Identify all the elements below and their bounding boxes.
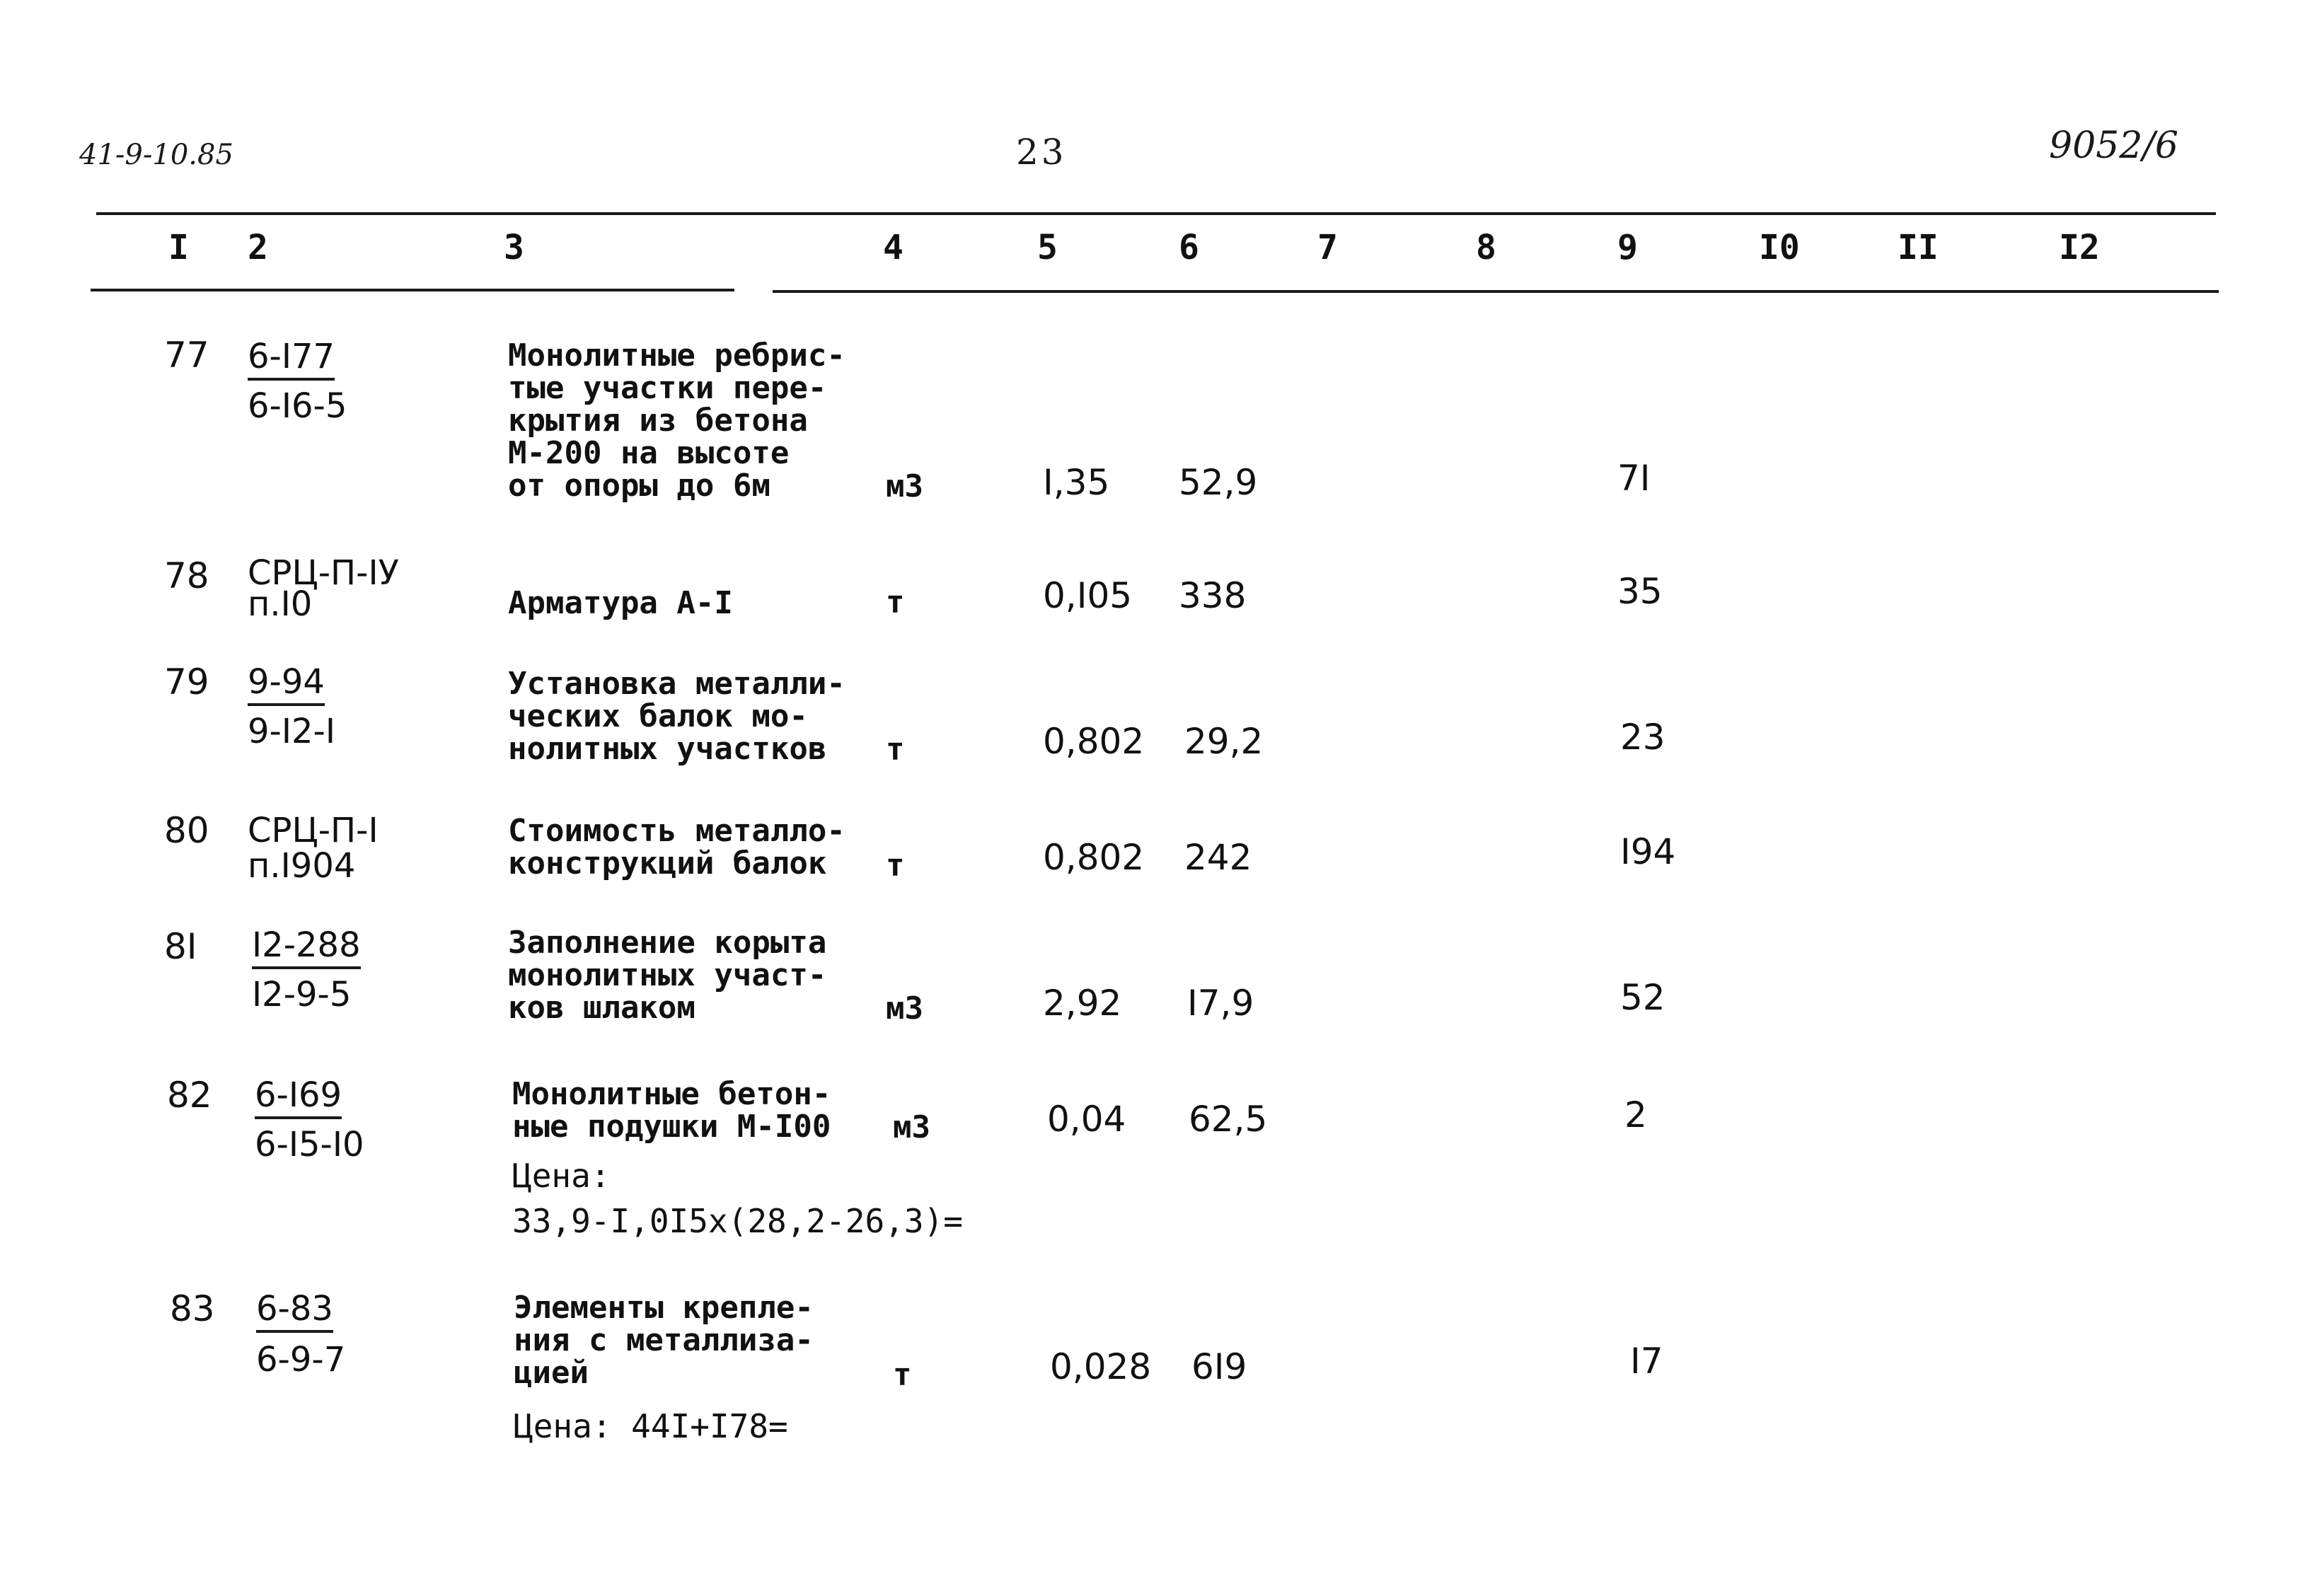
unit-price: 242 bbox=[1184, 837, 1252, 878]
work-description: Монолитные ребрис- тые участки пере- крытия из бетона М-200 на высоте от опоры до 6м bbox=[508, 337, 845, 504]
norm-code-top: I2-288 bbox=[252, 925, 361, 969]
price-note: Цена: 44I+I78= bbox=[514, 1407, 788, 1445]
quantity: I,35 bbox=[1043, 462, 1110, 503]
work-description: Установка металли- ческих балок мо- нолитных участков bbox=[508, 666, 845, 767]
page-number: 23 bbox=[1016, 132, 1067, 173]
unit: т bbox=[886, 848, 905, 884]
norm-code-bottom: 6-9-7 bbox=[256, 1340, 346, 1380]
norm-code-top: 6-I77 bbox=[248, 337, 335, 381]
row-number: 79 bbox=[164, 661, 209, 702]
column-header-3: 3 bbox=[504, 228, 524, 267]
unit: т bbox=[893, 1357, 912, 1393]
total-cost: I94 bbox=[1620, 831, 1676, 872]
row-number: 82 bbox=[167, 1075, 212, 1116]
row-number: 78 bbox=[164, 555, 209, 596]
column-header-11: II bbox=[1898, 228, 1939, 267]
unit: м3 bbox=[893, 1109, 930, 1145]
norm-code-bottom: 9-I2-I bbox=[248, 712, 336, 751]
work-description: Элементы крепле- ния с металлиза- цией bbox=[514, 1290, 814, 1391]
norm-code bbox=[248, 662, 325, 706]
norm-code-top: 9-94 bbox=[248, 662, 325, 706]
quantity: 0,04 bbox=[1047, 1099, 1126, 1140]
column-header-10: I0 bbox=[1759, 228, 1800, 267]
norm-code-bottom: п.I904 bbox=[248, 846, 356, 886]
column-header-7: 7 bbox=[1317, 228, 1338, 267]
norm-code bbox=[252, 925, 361, 969]
header-bottom-rule bbox=[773, 290, 2219, 293]
unit: м3 bbox=[886, 468, 923, 504]
norm-code-top: СРЦ-П-IУ bbox=[248, 553, 399, 593]
quantity: 2,92 bbox=[1043, 983, 1122, 1024]
total-cost: 2 bbox=[1624, 1094, 1647, 1135]
norm-code bbox=[256, 1289, 333, 1333]
norm-code bbox=[255, 1075, 342, 1119]
unit-price: 52,9 bbox=[1179, 462, 1258, 503]
quantity: 0,I05 bbox=[1043, 575, 1133, 616]
norm-code-top: СРЦ-П-I bbox=[248, 811, 379, 850]
quantity: 0,802 bbox=[1043, 837, 1145, 878]
norm-code-bottom: 6-I6-5 bbox=[248, 386, 347, 426]
column-header-8: 8 bbox=[1476, 228, 1496, 267]
norm-code-bottom: I2-9-5 bbox=[252, 975, 352, 1014]
header-bottom-rule bbox=[91, 289, 734, 291]
norm-code-bottom: 6-I5-I0 bbox=[255, 1125, 364, 1164]
quantity: 0,028 bbox=[1050, 1346, 1152, 1387]
unit: т bbox=[886, 732, 905, 768]
unit-price: 6I9 bbox=[1191, 1346, 1247, 1387]
work-description: Стоимость металло- конструкций балок bbox=[508, 813, 845, 881]
unit-price: 338 bbox=[1179, 575, 1247, 616]
column-header-2: 2 bbox=[248, 228, 268, 267]
row-number: 83 bbox=[170, 1288, 215, 1329]
norm-code-top: 6-83 bbox=[256, 1289, 333, 1333]
total-cost: I7 bbox=[1630, 1341, 1663, 1382]
row-number: 8I bbox=[164, 926, 197, 967]
sheet-reference: 9052/6 bbox=[2049, 125, 2178, 167]
norm-code-top: 6-I69 bbox=[255, 1075, 342, 1119]
row-number: 80 bbox=[164, 810, 209, 851]
total-cost: 7I bbox=[1617, 458, 1651, 499]
unit: м3 bbox=[886, 990, 923, 1027]
unit-price: 29,2 bbox=[1184, 721, 1264, 762]
column-header-1: I bbox=[168, 228, 189, 267]
unit-price: 62,5 bbox=[1189, 1099, 1268, 1140]
norm-code bbox=[248, 337, 335, 381]
document-code: 41-9-10.85 bbox=[79, 139, 233, 171]
total-cost: 52 bbox=[1620, 977, 1665, 1018]
unit-price: I7,9 bbox=[1187, 983, 1254, 1024]
price-note: Цена: 33,9-I,0I5x(28,2-26,3)= bbox=[512, 1157, 963, 1240]
column-header-6: 6 bbox=[1179, 228, 1199, 267]
work-description: Заполнение корыта монолитных участ- ков шлаком bbox=[508, 925, 827, 1026]
unit: т bbox=[886, 584, 905, 620]
column-header-5: 5 bbox=[1037, 228, 1058, 267]
norm-code-bottom: п.I0 bbox=[248, 584, 313, 624]
column-header-9: 9 bbox=[1617, 228, 1638, 267]
quantity: 0,802 bbox=[1043, 721, 1145, 762]
table-top-rule bbox=[96, 212, 2216, 215]
column-header-4: 4 bbox=[883, 228, 903, 267]
column-header-12: I2 bbox=[2059, 228, 2100, 267]
total-cost: 35 bbox=[1617, 571, 1663, 612]
work-description: Монолитные бетон- ные подушки М-I00 bbox=[512, 1076, 831, 1145]
row-number: 77 bbox=[164, 335, 209, 376]
work-description: Арматура А-I bbox=[508, 585, 733, 621]
total-cost: 23 bbox=[1620, 717, 1665, 758]
